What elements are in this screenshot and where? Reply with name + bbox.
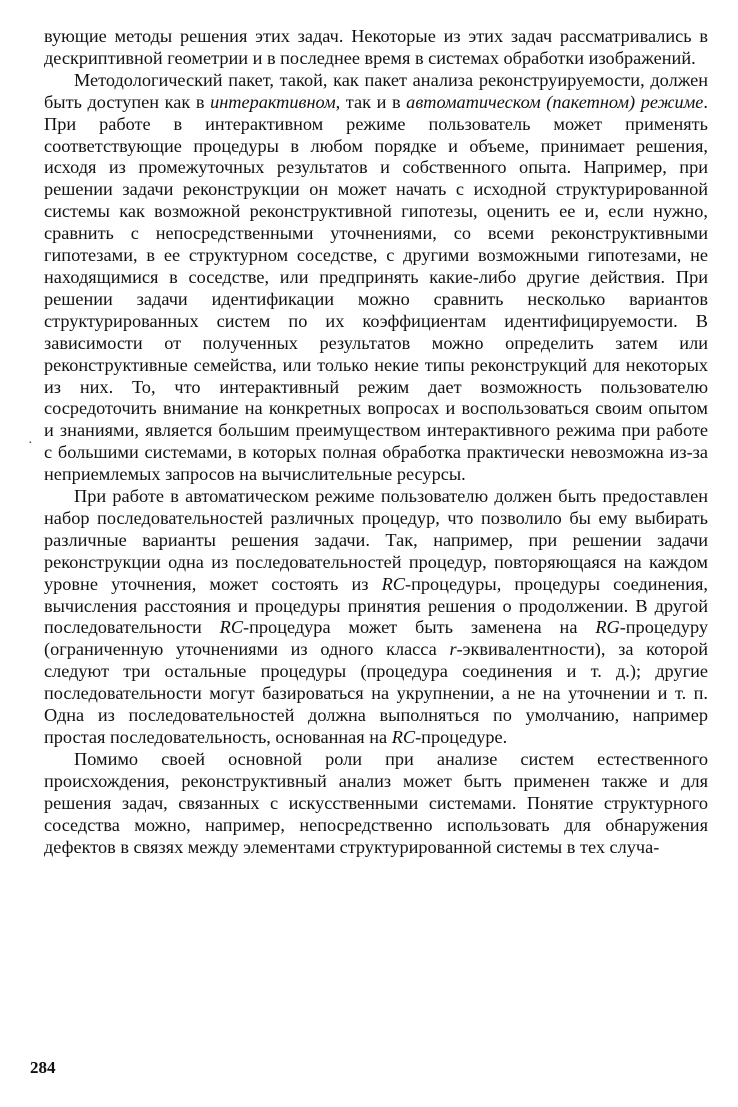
symbol-rc: RC [391,727,416,747]
symbol-r: r [449,639,457,660]
paragraph-3-text-4: -процедуру (ограниченную уточнениями из одного класса [44,617,708,660]
emphasis-interactive: интерактивном [210,91,336,112]
paragraph-2 [44,70,708,486]
paragraph-3-text-6: -процедуре. [415,727,508,747]
page-number: 284 [30,1058,56,1077]
symbol-rg: RG [595,617,620,638]
paragraph-3-text-3: -процедура может быть заменена на [243,617,596,638]
paragraph-2-text-1: Методологический пакет, такой, как пакет анализа реконструируемости, должен быть доступен как в [44,69,708,112]
paragraph-2-text-2: , так и в [335,91,407,112]
emphasis-automatic: автоматическом (пакетном) режиме [406,91,704,112]
margin-mark: · [28,436,33,451]
paragraph-1: вующие методы решения этих задач. Некоторые из этих задач рассматривались в дескриптивной геометрии и в последнее время в системах обработки изображений. [44,26,708,68]
paragraph-3-text-1: При работе в автоматическом режиме пользователю должен быть предоставлен набор последовательностей различных процедур, что позволило бы ему выбирать различные варианты решения задачи. Так, например, при решении задачи реконструкции одна из последовательностей процедур, повторяющаяся на каждом уровне уточнения, может состоять из [44,486,708,594]
paragraph-3-text-2: -процедуры, процедуры соединения, вычисления расстояния и процедуры принятия решения о продолжении. В другой последовательности [44,573,708,638]
page-body [44,26,708,858]
symbol-rc: RC [219,617,244,638]
paragraph-2-text-3: . При работе в интерактивном режиме пользователь может применять соответствующие процедуры в любом порядке и объеме, принимает решения, исходя из промежуточных результатов и собственного опыта. Например, при решении задачи реконструкции он может начать с исходной структурированной системы как возможной реконструктивной гипотезы, оценить ее и, если нужно, сравнить с непосредственными уточнениями, со всеми реконструктивными гипотезами, в ее структурном соседстве, с другими возможными гипотезами, не находящимися в соседстве, или предпринять какие-либо другие действия. При решении задачи идентификации можно сравнить несколько вариантов структурированных систем по их коэффициентам идентифицируемости. В зависимости от полученных результатов можно определить затем или реконструктивные семейства, или только некие типы реконструкций для некоторых из них. То, что интерактивный режим дает возможность пользователю сосредоточить внимание на конкретных вопросах и воспользоваться своим опытом и знаниями, является большим преимуществом интерактивного режима при работе с большими системами, в которых полная обработка практически невозможна из-за неприемлемых запросов на вычислительные ресурсы. [44,91,708,485]
paragraph-3 [44,486,708,749]
paragraph-3-text-5: -эквивалентности), за которой следуют три остальные процедуры (процедура соединения и т. д.); другие последовательности могут базироваться на укрупнении, а не на уточнении и т. п. Одна из последовательностей должна выполняться по умолчанию, например простая последовательность, основанная на [44,639,708,747]
paragraph-4: Помимо своей основной роли при анализе систем естественного происхождения, реконструктивный анализ может быть применен также и для решения задач, связанных с искусственными системами. Понятие структурного соседства можно, например, непосредственно использовать для обнаружения дефектов в связях между элементами структурированной системы в тех случа- [44,748,708,857]
symbol-rc: RC [381,573,406,594]
